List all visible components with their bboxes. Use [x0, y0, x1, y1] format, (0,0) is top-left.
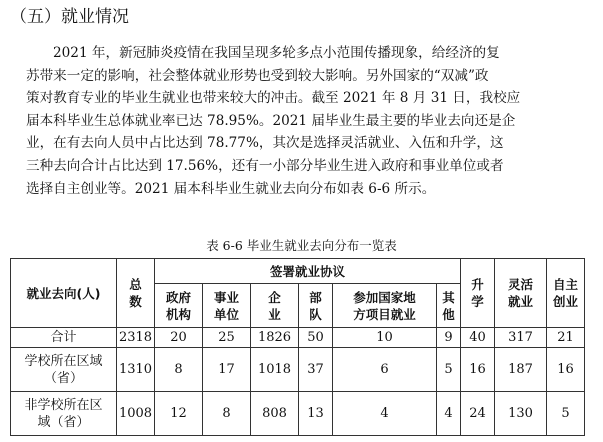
- cell-government: 12: [155, 392, 203, 436]
- paragraph-line: 2021 年，新冠肺炎疫情在我国呈现多轮多点小范围传播现象，给经济的复: [53, 45, 500, 61]
- cell-total: 1310: [117, 348, 155, 392]
- paragraph-line: 届本科毕业生总体就业率已达 78.95%。2021 届毕业生最主要的毕业去向还是企: [26, 112, 516, 129]
- header-self-employment: 自主 创业: [547, 259, 585, 328]
- cell-national-local-projects: 6: [333, 348, 437, 392]
- header-national-local-projects: 参加国家地 方项目就业: [333, 284, 437, 328]
- cell-flexible-employment: 187: [495, 348, 547, 392]
- cell-military: 37: [299, 348, 333, 392]
- cell-further-study: 16: [461, 348, 495, 392]
- cell-public-institution: 8: [203, 392, 251, 436]
- body-paragraph: [26, 42, 592, 200]
- employment-destination-table: [10, 258, 585, 436]
- header-signed-agreement: 签署就业协议: [155, 259, 461, 284]
- cell-government: 8: [155, 348, 203, 392]
- cell-enterprise: 1018: [251, 348, 299, 392]
- table-row: [11, 348, 585, 392]
- row-label: 非学校所在区 域（省）: [11, 392, 117, 436]
- table-caption: 表 6-6 毕业生就业去向分布一览表: [206, 238, 397, 253]
- cell-other: 9: [437, 328, 461, 348]
- table-header-row: [11, 259, 585, 284]
- paragraph-line: 三种去向合计占比达到 17.56%，还有一小部分毕业生进入政府和事业单位或者: [26, 157, 504, 174]
- cell-military: 50: [299, 328, 333, 348]
- row-label: 学校所在区域 （省）: [11, 348, 117, 392]
- paragraph-line: 选择自主创业等。2021 届本科毕业生就业去向分布如表 6-6 所示。: [26, 180, 436, 197]
- cell-self-employment: 21: [547, 328, 585, 348]
- cell-total: 1008: [117, 392, 155, 436]
- cell-enterprise: 1826: [251, 328, 299, 348]
- cell-government: 20: [155, 328, 203, 348]
- cell-total: 2318: [117, 328, 155, 348]
- paragraph-line: 业，在有去向人员中占比达到 78.77%，其次是选择灵活就业、入伍和升学，这: [26, 135, 504, 152]
- section-heading: （五）就业情况: [10, 7, 129, 27]
- cell-national-local-projects: 10: [333, 328, 437, 348]
- header-total: 总 数: [117, 259, 155, 328]
- cell-public-institution: 17: [203, 348, 251, 392]
- header-other: 其 他: [437, 284, 461, 328]
- table-row: [11, 392, 585, 436]
- header-flexible-employment: 灵活 就业: [495, 259, 547, 328]
- cell-other: 5: [437, 348, 461, 392]
- cell-national-local-projects: 4: [333, 392, 437, 436]
- header-public-institution: 事业 单位: [203, 284, 251, 328]
- table-row: [11, 328, 585, 348]
- cell-public-institution: 25: [203, 328, 251, 348]
- paragraph-line: 策对教育专业的毕业生就业也带来较大的冲击。截至 2021 年 8 月 31 日，我校应: [26, 90, 521, 107]
- cell-military: 13: [299, 392, 333, 436]
- header-government: 政府 机构: [155, 284, 203, 328]
- header-enterprise: 企 业: [251, 284, 299, 328]
- cell-further-study: 24: [461, 392, 495, 436]
- header-military: 部 队: [299, 284, 333, 328]
- row-label: 合计: [11, 328, 117, 348]
- header-destination: 就业去向(人): [11, 259, 117, 328]
- header-further-study: 升 学: [461, 259, 495, 328]
- paragraph-line: 苏带来一定的影响，社会整体就业形势也受到较大影响。另外国家的“双减”政: [26, 67, 489, 84]
- cell-further-study: 40: [461, 328, 495, 348]
- cell-enterprise: 808: [251, 392, 299, 436]
- cell-self-employment: 16: [547, 348, 585, 392]
- cell-other: 4: [437, 392, 461, 436]
- cell-self-employment: 5: [547, 392, 585, 436]
- cell-flexible-employment: 317: [495, 328, 547, 348]
- cell-flexible-employment: 130: [495, 392, 547, 436]
